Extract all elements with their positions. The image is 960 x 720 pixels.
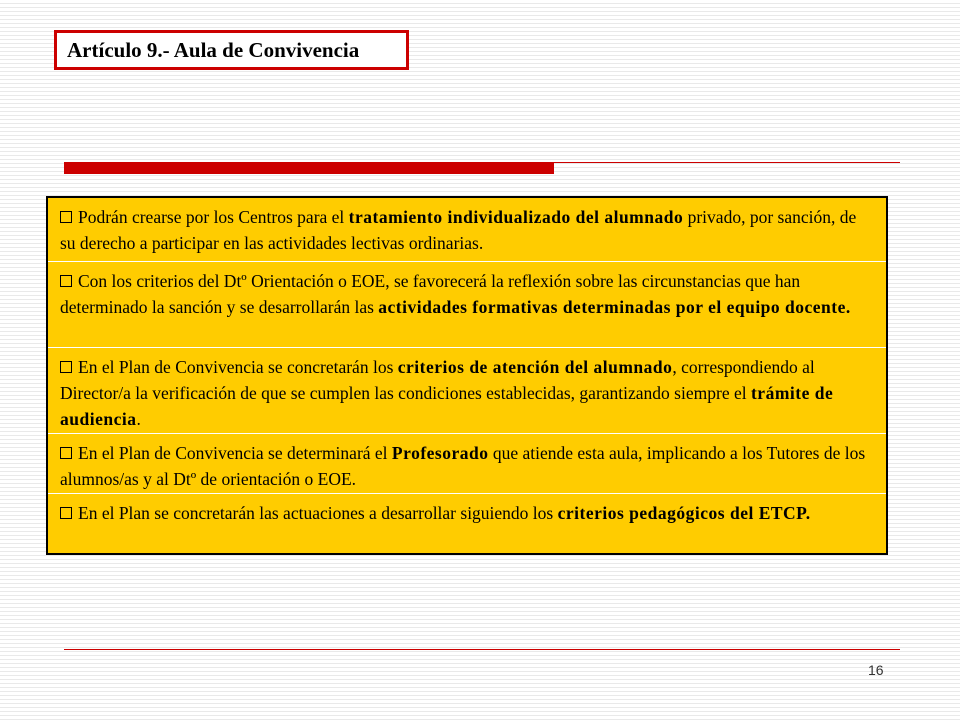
square-bullet-icon xyxy=(60,211,72,223)
list-item: En el Plan se concretarán las actuaciones a desarrollar siguiendo los criterios pedagógicos del ETCP. xyxy=(48,493,886,553)
list-item: Podrán crearse por los Centros para el tratamiento individualizado del alumnado privado, por sanción, de su derecho a participar en las actividades lectivas ordinarias. xyxy=(60,207,857,253)
slide-title: Artículo 9.- Aula de Convivencia xyxy=(54,30,409,70)
bottom-divider xyxy=(64,649,900,650)
content-box xyxy=(46,196,888,555)
top-divider-thick xyxy=(64,162,554,174)
square-bullet-icon xyxy=(60,507,72,519)
square-bullet-icon xyxy=(60,447,72,459)
page-number: 16 xyxy=(868,662,884,678)
square-bullet-icon xyxy=(60,361,72,373)
list-item: Con los criterios del Dtº Orientación o EOE, se favorecerá la reflexión sobre las circunstancias que han determinado la sanción y se desarrollarán las actividades formativas determinadas por el equipo docente. xyxy=(48,261,886,347)
list-item: En el Plan de Convivencia se determinará el Profesorado que atiende esta aula, implicando a los Tutores de los alumnos/as y al Dtº de orientación o EOE. xyxy=(48,433,886,493)
square-bullet-icon xyxy=(60,275,72,287)
list-item: En el Plan de Convivencia se concretarán los criterios de atención del alumnado, correspondiendo al Director/a la verificación de que se cumplen las condiciones establecidas, garantizando siempre el trámite de audiencia. xyxy=(48,347,886,433)
